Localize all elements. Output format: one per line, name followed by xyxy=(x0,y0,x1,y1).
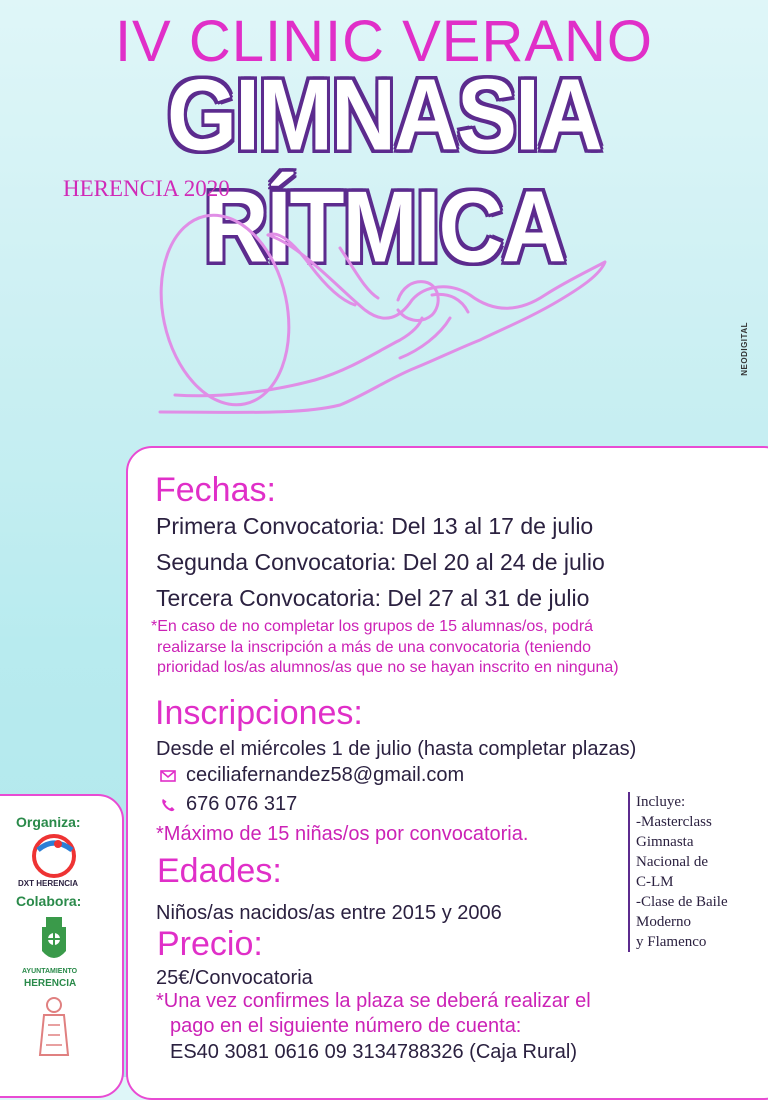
organiza-label: Organiza: xyxy=(16,814,81,830)
incluye-heading: Incluye: xyxy=(636,794,686,810)
fechas-note-line-3: prioridad los/as alumnos/as que no se hayan inscrito en ninguna) xyxy=(157,659,619,676)
phone-icon xyxy=(160,797,176,813)
subtitle: HERENCIA 2020 xyxy=(63,176,230,201)
herencia-text: HERENCIA xyxy=(24,978,77,989)
edades-text: Niños/as nacidos/as entre 2015 y 2006 xyxy=(156,902,502,924)
convocatoria-3: Tercera Convocatoria: Del 27 al 31 de julio xyxy=(156,585,590,611)
incluye-line-2: Gimnasta xyxy=(636,834,694,850)
maximo-note: *Máximo de 15 niñas/os por convocatoria. xyxy=(156,823,529,845)
title-line-2: GIMNASIA RÍTMICA xyxy=(167,60,601,284)
email-text[interactable]: ceciliafernandez58@gmail.com xyxy=(186,764,465,786)
incluye-line-6: Moderno xyxy=(636,914,691,930)
fechas-note-line-1: *En caso de no completar los grupos de 15 alumnas/os, podrá xyxy=(151,618,594,635)
convocatoria-1: Primera Convocatoria: Del 13 al 17 de julio xyxy=(156,513,594,539)
dxt-herencia-logo xyxy=(28,832,80,880)
envelope-icon xyxy=(160,768,176,784)
incluye-line-1: -Masterclass xyxy=(636,814,712,830)
fechas-note-line-2: realizarse la inscripción a más de una convocatoria (teniendo xyxy=(157,638,592,656)
inscripciones-desde: Desde el miércoles 1 de julio (hasta completar plazas) xyxy=(156,738,637,760)
colabora-label: Colabora: xyxy=(16,893,82,909)
incluye-line-7: y Flamenco xyxy=(636,934,707,950)
incluye-box xyxy=(628,792,768,952)
gymnast-illustration xyxy=(150,200,620,430)
title-line-1: IV CLINIC VERANO xyxy=(114,9,654,74)
phone-contact xyxy=(160,793,297,816)
ayuntamiento-text: AYUNTAMIENTO xyxy=(22,968,78,975)
incluye-line-3: Nacional de xyxy=(636,854,709,870)
incluye-line-5: -Clase de Baile xyxy=(636,894,728,910)
credit-label: NEODIGITAL xyxy=(740,322,749,376)
account-number: ES40 3081 0616 09 3134788326 (Caja Rural) xyxy=(170,1041,577,1063)
ayuntamiento-crest-logo xyxy=(36,913,72,969)
precio-note-line-1: *Una vez confirmes la plaza se deberá realizar el xyxy=(156,990,591,1012)
convocatoria-2: Segunda Convocatoria: Del 20 al 24 de julio xyxy=(156,549,605,575)
fechas-note xyxy=(151,617,761,679)
inscripciones-heading: Inscripciones: xyxy=(155,694,363,732)
precio-note-line-2: pago en el siguiente número de cuenta: xyxy=(170,1015,522,1037)
dxt-herencia-text: DXT HERENCIA xyxy=(18,879,79,888)
precio-text: 25€/Convocatoria xyxy=(156,967,313,989)
precio-heading: Precio: xyxy=(157,925,263,963)
edades-heading: Edades: xyxy=(157,852,282,890)
cultural-emblem-logo xyxy=(30,995,78,1065)
incluye-line-4: C-LM xyxy=(636,874,674,890)
phone-text[interactable]: 676 076 317 xyxy=(186,793,298,815)
fechas-heading: Fechas: xyxy=(155,471,276,509)
email-contact xyxy=(160,764,464,787)
